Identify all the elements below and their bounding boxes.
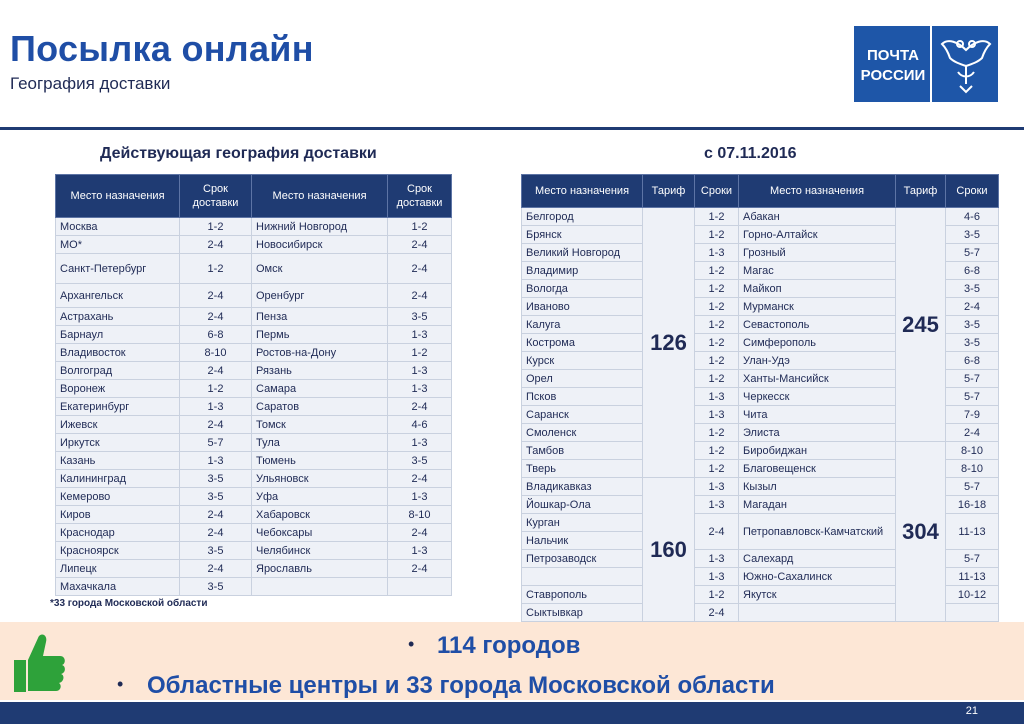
delivery-term-cell: 3-5 xyxy=(946,316,999,334)
delivery-term-cell: 1-3 xyxy=(695,496,739,514)
destination-cell: Курган xyxy=(522,514,643,532)
destination-cell: Уфа xyxy=(252,488,388,506)
destination-cell: Махачкала xyxy=(56,578,180,596)
destination-cell: Красноярск xyxy=(56,542,180,560)
destination-cell: Улан-Удэ xyxy=(739,352,896,370)
delivery-term-cell: 6-8 xyxy=(946,352,999,370)
delivery-term-cell xyxy=(946,604,999,622)
delivery-term-cell: 2-4 xyxy=(180,560,252,578)
destination-cell: Элиста xyxy=(739,424,896,442)
delivery-term-cell: 1-3 xyxy=(388,542,452,560)
destination-cell: Волгоград xyxy=(56,362,180,380)
delivery-term-cell: 6-8 xyxy=(180,326,252,344)
destination-cell: Петропавловск-Камчатский xyxy=(739,514,896,550)
delivery-term-cell: 8-10 xyxy=(388,506,452,524)
table-row xyxy=(56,254,452,284)
destination-cell: Йошкар-Ола xyxy=(522,496,643,514)
destination-cell: Челябинск xyxy=(252,542,388,560)
col-header: Место назначения xyxy=(252,175,388,218)
eagle-emblem-icon xyxy=(938,32,994,96)
delivery-term-cell: 1-2 xyxy=(695,442,739,460)
table-row xyxy=(56,452,452,470)
delivery-term-cell: 1-2 xyxy=(695,226,739,244)
delivery-term-cell: 2-4 xyxy=(388,560,452,578)
delivery-term-cell: 1-3 xyxy=(695,568,739,586)
delivery-term-cell: 2-4 xyxy=(180,524,252,542)
destination-cell: Барнаул xyxy=(56,326,180,344)
delivery-term-cell: 1-3 xyxy=(695,388,739,406)
destination-cell: Оренбург xyxy=(252,284,388,308)
destination-cell: Тамбов xyxy=(522,442,643,460)
tariff-cell: 160 xyxy=(643,478,695,622)
bullet-dot: • xyxy=(408,634,415,654)
col-header: Тариф xyxy=(643,175,695,208)
destination-cell: Курск xyxy=(522,352,643,370)
delivery-term-cell: 16-18 xyxy=(946,496,999,514)
footnote: *33 города Московской области xyxy=(50,598,208,609)
destination-cell: Смоленск xyxy=(522,424,643,442)
table-row xyxy=(56,398,452,416)
destination-cell xyxy=(739,604,896,622)
table-row xyxy=(56,308,452,326)
delivery-term-cell: 2-4 xyxy=(180,236,252,254)
delivery-term-cell: 2-4 xyxy=(388,524,452,542)
destination-cell: Великий Новгород xyxy=(522,244,643,262)
destination-cell: Калининград xyxy=(56,470,180,488)
table-row xyxy=(56,236,452,254)
delivery-term-cell: 1-2 xyxy=(180,218,252,236)
destination-cell: Ростов-на-Дону xyxy=(252,344,388,362)
tariff-cell: 304 xyxy=(896,442,946,622)
col-header: Сроки xyxy=(946,175,999,208)
table-row xyxy=(56,542,452,560)
destination-cell: Кострома xyxy=(522,334,643,352)
col-header: Срок доставки xyxy=(388,175,452,218)
destination-cell: Астрахань xyxy=(56,308,180,326)
destination-cell: Биробиджан xyxy=(739,442,896,460)
left-table-heading: Действующая география доставки xyxy=(100,145,377,162)
delivery-term-cell: 11-13 xyxy=(946,514,999,550)
destination-cell: Магадан xyxy=(739,496,896,514)
table-row xyxy=(56,488,452,506)
destination-cell: Майкоп xyxy=(739,280,896,298)
destination-cell: Омск xyxy=(252,254,388,284)
table-row xyxy=(56,284,452,308)
destination-cell: Саратов xyxy=(252,398,388,416)
destination-cell: Тверь xyxy=(522,460,643,478)
delivery-term-cell: 2-4 xyxy=(695,604,739,622)
destination-cell xyxy=(522,568,643,586)
col-header: Сроки xyxy=(695,175,739,208)
destination-cell: Архангельск xyxy=(56,284,180,308)
delivery-term-cell: 2-4 xyxy=(946,298,999,316)
delivery-term-cell: 1-3 xyxy=(695,550,739,568)
table-row xyxy=(56,506,452,524)
delivery-term-cell: 2-4 xyxy=(946,424,999,442)
destination-cell: Севастополь xyxy=(739,316,896,334)
destination-cell: Петрозаводск xyxy=(522,550,643,568)
delivery-term-cell: 11-13 xyxy=(946,568,999,586)
delivery-term-cell: 1-3 xyxy=(388,380,452,398)
destination-cell: Белгород xyxy=(522,208,643,226)
col-header: Место назначения xyxy=(739,175,896,208)
destination-cell: Вологда xyxy=(522,280,643,298)
destination-cell: Самара xyxy=(252,380,388,398)
destination-cell: Казань xyxy=(56,452,180,470)
destination-cell: Воронеж xyxy=(56,380,180,398)
col-header: Место назначения xyxy=(522,175,643,208)
delivery-term-cell: 8-10 xyxy=(946,460,999,478)
new-delivery-table xyxy=(521,174,999,622)
destination-cell: Иваново xyxy=(522,298,643,316)
delivery-term-cell: 1-2 xyxy=(695,262,739,280)
bullet-dot: • xyxy=(117,674,124,694)
destination-cell: Благовещенск xyxy=(739,460,896,478)
delivery-term-cell: 8-10 xyxy=(180,344,252,362)
destination-cell: Псков xyxy=(522,388,643,406)
destination-cell: Киров xyxy=(56,506,180,524)
delivery-term-cell: 5-7 xyxy=(946,388,999,406)
logo-separator xyxy=(930,26,932,102)
thumbs-up-icon xyxy=(8,630,68,696)
delivery-term-cell: 3-5 xyxy=(946,280,999,298)
table-row xyxy=(56,434,452,452)
destination-cell: Калуга xyxy=(522,316,643,334)
delivery-term-cell: 1-2 xyxy=(388,344,452,362)
destination-cell: Салехард xyxy=(739,550,896,568)
delivery-term-cell: 1-2 xyxy=(695,424,739,442)
destination-cell: МО* xyxy=(56,236,180,254)
delivery-term-cell: 2-4 xyxy=(388,284,452,308)
destination-cell: Саранск xyxy=(522,406,643,424)
logo-line2: РОССИИ xyxy=(860,67,926,84)
destination-cell: Рязань xyxy=(252,362,388,380)
delivery-term-cell: 1-3 xyxy=(180,398,252,416)
delivery-term-cell: 3-5 xyxy=(180,542,252,560)
destination-cell: Ставрополь xyxy=(522,586,643,604)
delivery-term-cell: 1-2 xyxy=(180,380,252,398)
logo-line1: ПОЧТА xyxy=(866,47,920,64)
delivery-term-cell: 1-3 xyxy=(388,362,452,380)
delivery-term-cell: 2-4 xyxy=(695,514,739,550)
header-rule xyxy=(0,127,1024,130)
table-header-row xyxy=(522,175,999,208)
destination-cell: Южно-Сахалинск xyxy=(739,568,896,586)
delivery-term-cell: 8-10 xyxy=(946,442,999,460)
delivery-term-cell: 1-3 xyxy=(695,406,739,424)
destination-cell: Тула xyxy=(252,434,388,452)
delivery-term-cell: 2-4 xyxy=(180,506,252,524)
delivery-term-cell: 1-2 xyxy=(695,334,739,352)
destination-cell: Чита xyxy=(739,406,896,424)
delivery-term-cell: 1-3 xyxy=(388,434,452,452)
delivery-term-cell: 2-4 xyxy=(180,284,252,308)
delivery-term-cell: 4-6 xyxy=(388,416,452,434)
destination-cell: Владивосток xyxy=(56,344,180,362)
delivery-term-cell: 5-7 xyxy=(180,434,252,452)
delivery-term-cell: 1-2 xyxy=(695,370,739,388)
destination-cell: Кызыл xyxy=(739,478,896,496)
delivery-term-cell: 1-3 xyxy=(388,488,452,506)
destination-cell: Краснодар xyxy=(56,524,180,542)
delivery-term-cell: 1-3 xyxy=(695,244,739,262)
destination-cell: Владикавказ xyxy=(522,478,643,496)
delivery-term-cell: 2-4 xyxy=(388,398,452,416)
delivery-term-cell: 2-4 xyxy=(388,254,452,284)
destination-cell: Владимир xyxy=(522,262,643,280)
destination-cell: Горно-Алтайск xyxy=(739,226,896,244)
table-header-row xyxy=(56,175,452,218)
delivery-term-cell: 1-2 xyxy=(180,254,252,284)
delivery-term-cell: 3-5 xyxy=(180,578,252,596)
delivery-term-cell: 2-4 xyxy=(180,362,252,380)
table-row xyxy=(522,208,999,226)
destination-cell: Сыктывкар xyxy=(522,604,643,622)
delivery-term-cell: 1-2 xyxy=(695,280,739,298)
delivery-term-cell: 1-3 xyxy=(180,452,252,470)
destination-cell: Тюмень xyxy=(252,452,388,470)
destination-cell: Ярославль xyxy=(252,560,388,578)
delivery-term-cell: 1-2 xyxy=(695,316,739,334)
col-header: Срок доставки xyxy=(180,175,252,218)
destination-cell: Пермь xyxy=(252,326,388,344)
slide-subtitle: География доставки xyxy=(10,74,171,93)
table-row xyxy=(56,326,452,344)
delivery-term-cell: 1-2 xyxy=(388,218,452,236)
delivery-term-cell: 10-12 xyxy=(946,586,999,604)
delivery-term-cell: 2-4 xyxy=(388,236,452,254)
destination-cell: Новосибирск xyxy=(252,236,388,254)
delivery-term-cell: 1-3 xyxy=(695,478,739,496)
destination-cell: Ханты-Мансийск xyxy=(739,370,896,388)
destination-cell: Липецк xyxy=(56,560,180,578)
table-row xyxy=(56,578,452,596)
delivery-term-cell: 5-7 xyxy=(946,244,999,262)
destination-cell: Екатеринбург xyxy=(56,398,180,416)
right-table-heading: с 07.11.2016 xyxy=(704,145,797,162)
destination-cell: Москва xyxy=(56,218,180,236)
destination-cell: Черкесск xyxy=(739,388,896,406)
delivery-term-cell: 1-2 xyxy=(695,298,739,316)
destination-cell: Мурманск xyxy=(739,298,896,316)
delivery-term-cell: 1-2 xyxy=(695,460,739,478)
destination-cell: Иркутск xyxy=(56,434,180,452)
delivery-term-cell: 3-5 xyxy=(946,334,999,352)
col-header: Тариф xyxy=(896,175,946,208)
page-number: 21 xyxy=(965,705,978,717)
logo-text xyxy=(860,46,926,86)
destination-cell: Магас xyxy=(739,262,896,280)
table-row xyxy=(56,470,452,488)
table-row xyxy=(56,362,452,380)
destination-cell: Ижевск xyxy=(56,416,180,434)
delivery-term-cell: 5-7 xyxy=(946,370,999,388)
delivery-term-cell: 4-6 xyxy=(946,208,999,226)
table-row xyxy=(56,218,452,236)
table-row xyxy=(56,560,452,578)
table-row xyxy=(56,344,452,362)
delivery-term-cell: 1-2 xyxy=(695,208,739,226)
destination-cell: Грозный xyxy=(739,244,896,262)
current-delivery-table xyxy=(55,174,452,596)
bullet-cities-count: 114 городов xyxy=(437,632,581,659)
slide-title: Посылка онлайн xyxy=(10,28,314,69)
delivery-term-cell: 3-5 xyxy=(180,470,252,488)
destination-cell: Брянск xyxy=(522,226,643,244)
russian-post-logo xyxy=(854,26,998,102)
destination-cell: Кемерово xyxy=(56,488,180,506)
delivery-term-cell: 2-4 xyxy=(180,308,252,326)
delivery-term-cell: 5-7 xyxy=(946,550,999,568)
destination-cell: Чебоксары xyxy=(252,524,388,542)
delivery-term-cell: 6-8 xyxy=(946,262,999,280)
destination-cell: Хабаровск xyxy=(252,506,388,524)
delivery-term-cell: 1-3 xyxy=(388,326,452,344)
destination-cell: Нижний Новгород xyxy=(252,218,388,236)
destination-cell: Томск xyxy=(252,416,388,434)
delivery-term-cell xyxy=(388,578,452,596)
delivery-term-cell: 3-5 xyxy=(388,452,452,470)
destination-cell: Якутск xyxy=(739,586,896,604)
footer-bar xyxy=(0,702,1024,724)
delivery-term-cell: 2-4 xyxy=(388,470,452,488)
destination-cell: Санкт-Петербург xyxy=(56,254,180,284)
destination-cell: Пенза xyxy=(252,308,388,326)
tariff-cell: 245 xyxy=(896,208,946,442)
destination-cell: Ульяновск xyxy=(252,470,388,488)
table-row xyxy=(56,524,452,542)
delivery-term-cell: 3-5 xyxy=(180,488,252,506)
bullet-regional-centers: Областные центры и 33 города Московской области xyxy=(147,672,775,699)
delivery-term-cell: 2-4 xyxy=(180,416,252,434)
tariff-cell: 126 xyxy=(643,208,695,478)
destination-cell: Нальчик xyxy=(522,532,643,550)
col-header: Место назначения xyxy=(56,175,180,218)
destination-cell: Симферополь xyxy=(739,334,896,352)
table-row xyxy=(522,442,999,460)
delivery-term-cell: 5-7 xyxy=(946,478,999,496)
delivery-term-cell: 1-2 xyxy=(695,586,739,604)
delivery-term-cell: 3-5 xyxy=(388,308,452,326)
table-row xyxy=(56,380,452,398)
destination-cell xyxy=(252,578,388,596)
delivery-term-cell: 1-2 xyxy=(695,352,739,370)
table-row xyxy=(56,416,452,434)
delivery-term-cell: 3-5 xyxy=(946,226,999,244)
delivery-term-cell: 7-9 xyxy=(946,406,999,424)
destination-cell: Абакан xyxy=(739,208,896,226)
destination-cell: Орел xyxy=(522,370,643,388)
